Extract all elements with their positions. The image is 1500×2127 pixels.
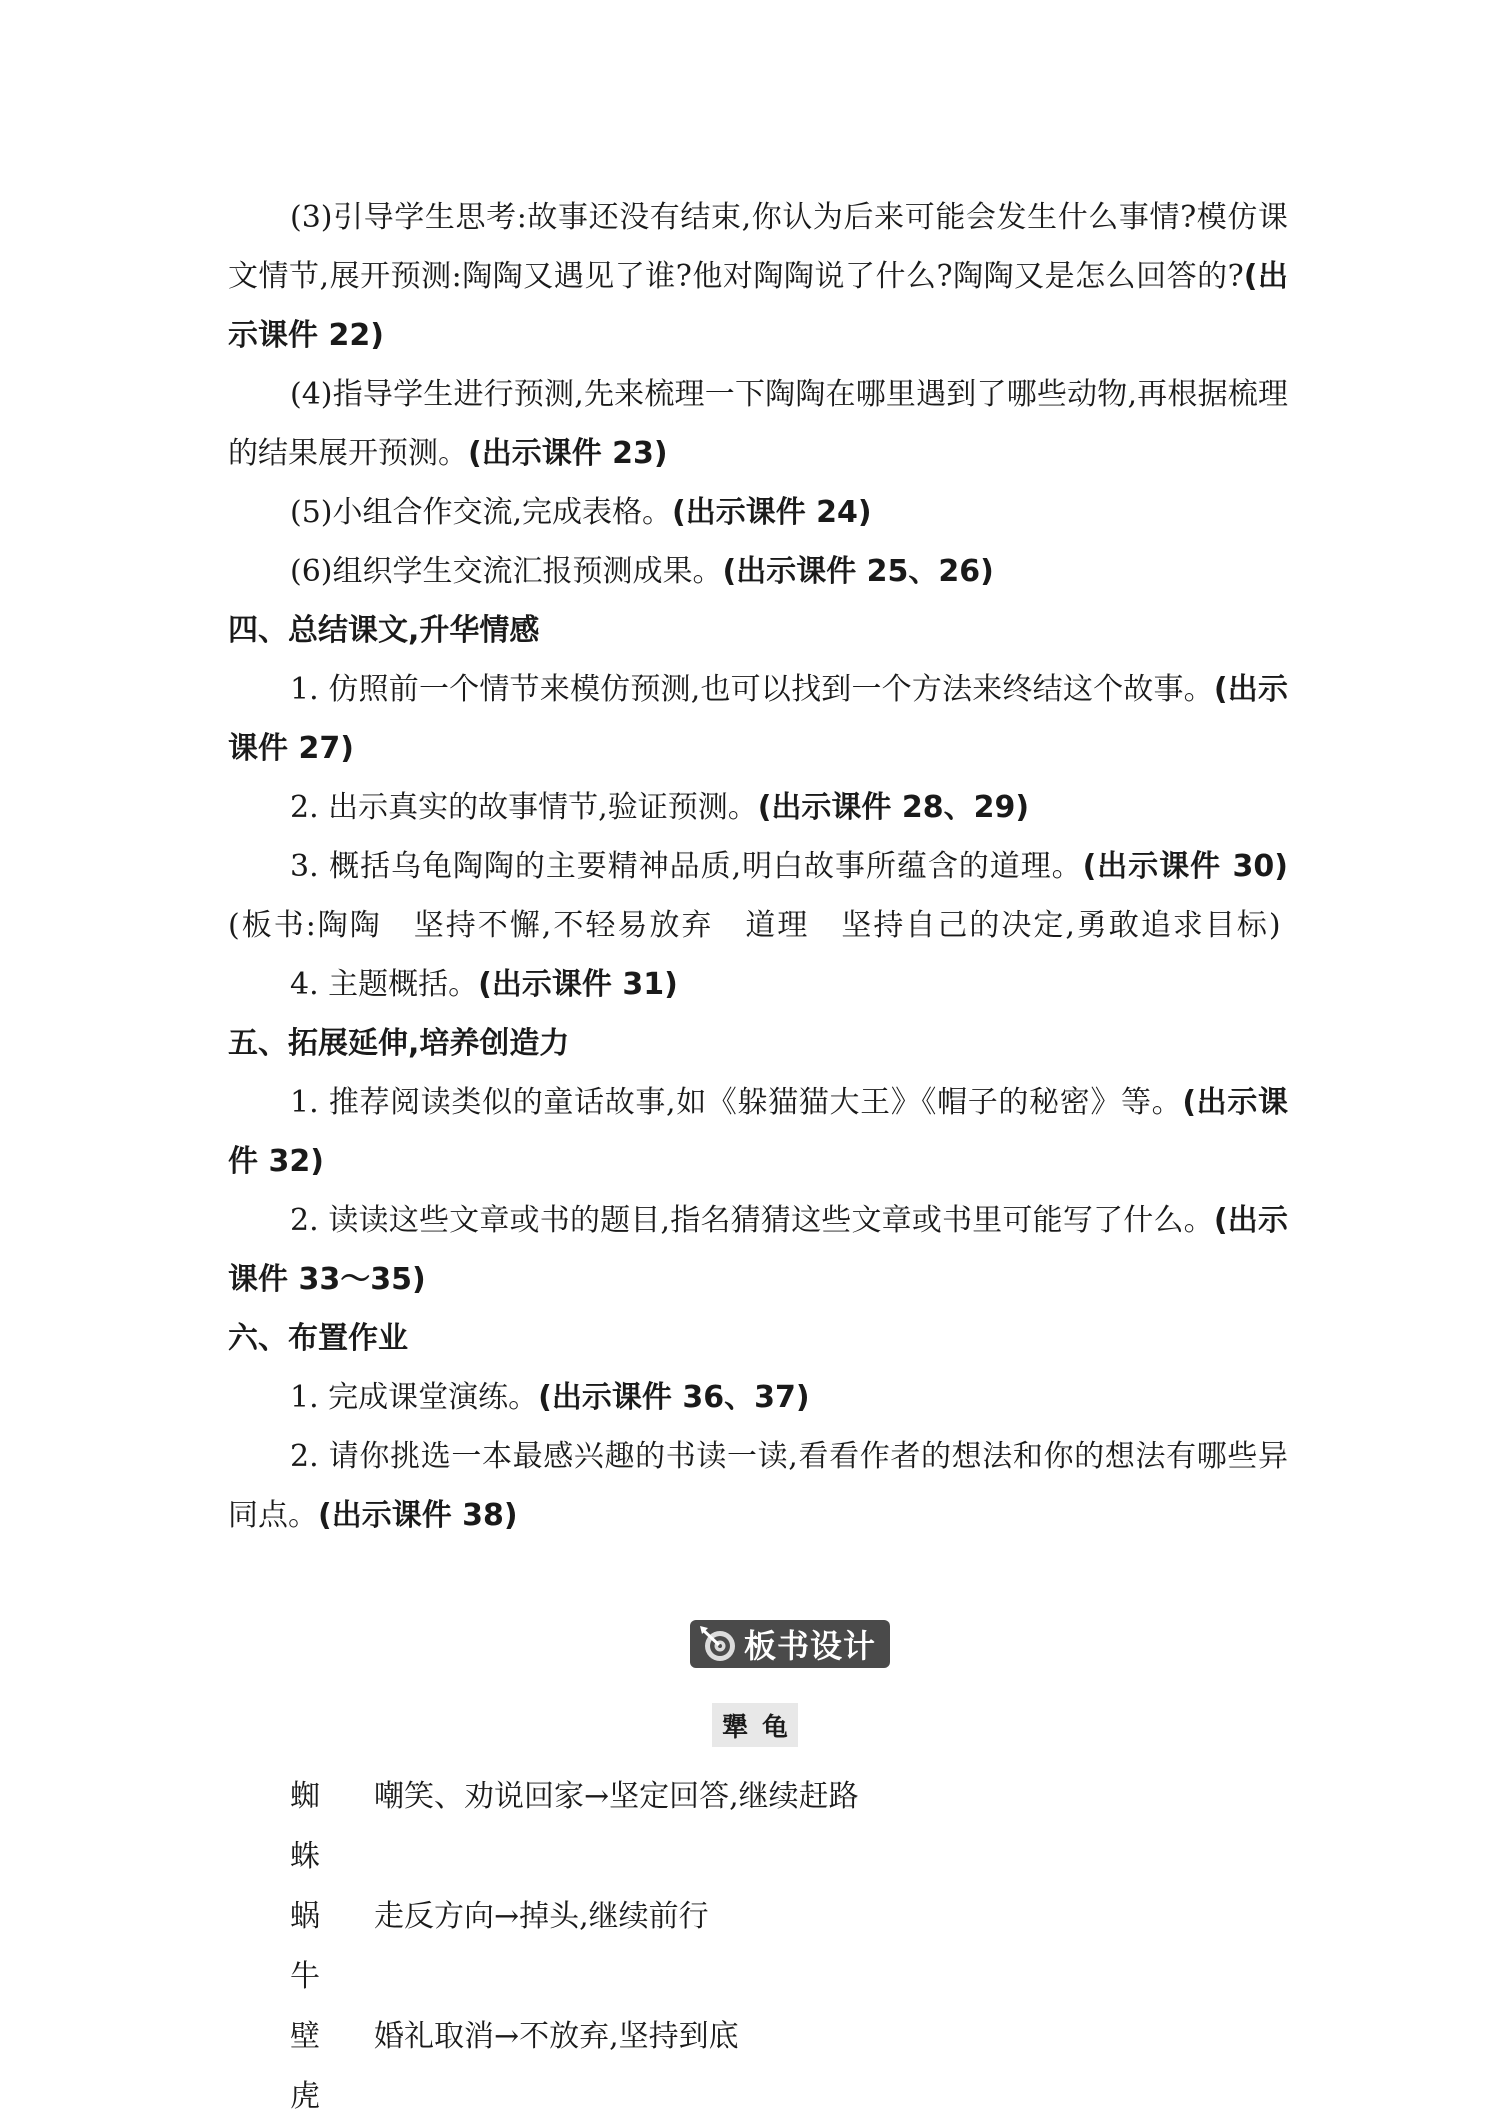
section-heading-5: 五、拓展延伸,培养创造力	[228, 1026, 570, 1061]
courseware-ref: (出示课件 25、26)	[722, 554, 994, 589]
board-title-box	[712, 1703, 802, 1747]
board-row-content: 走反方向→掉头,继续前行	[374, 1899, 709, 1934]
board-row-animal: 蜘蛛	[290, 1779, 322, 1874]
section6-item-1: 1. 完成课堂演练。(出示课件 36、37)	[290, 1380, 810, 1415]
paragraph-3: (3)引导学生思考:故事还没有结束,你认为后来可能会发生什么事情?模仿课文情节,展开预测:陶陶又遇见了谁?他对陶陶说了什么?陶陶又是怎么回答的?(出示课件 22)	[228, 200, 1288, 353]
courseware-ref: (出示课件 24)	[672, 495, 872, 530]
board-row-animal: 蜗牛	[290, 1899, 322, 1994]
paragraph-4: (4)指导学生进行预测,先来梳理一下陶陶在哪里遇到了哪些动物,再根据梳理的结果展开预测。(出示课件 23)	[228, 377, 1288, 471]
board-title: 犟龟	[721, 1712, 802, 1743]
board-content	[290, 1767, 859, 2127]
board-row-content: 嘲笑、劝说回家→坚定回答,继续赶路	[374, 1779, 859, 1814]
courseware-ref: (出示课件 22)	[228, 259, 1288, 353]
section5-item-2: 2. 读读这些文章或书的题目,指名猜猜这些文章或书里可能写了什么。(出示课件 33～35)	[228, 1203, 1288, 1297]
section4-item-3: 3. 概括乌龟陶陶的主要精神品质,明白故事所蕴含的道理。(出示课件 30)(板书:陶陶 坚持不懈,不轻易放弃 道理 坚持自己的决定,勇敢追求目标)	[228, 849, 1288, 943]
board-row-animal: 壁虎	[290, 2019, 322, 2114]
section-heading-4: 四、总结课文,升华情感	[228, 613, 540, 648]
courseware-ref: (出示课件 27)	[228, 672, 1288, 766]
section5-item-1: 1. 推荐阅读类似的童话故事,如《躲猫猫大王》《帽子的秘密》等。(出示课件 32)	[228, 1085, 1288, 1179]
courseware-ref: (出示课件 31)	[478, 967, 678, 1002]
board-row	[290, 2007, 859, 2127]
paragraph-6: (6)组织学生交流汇报预测成果。(出示课件 25、26)	[290, 554, 994, 589]
board-row-content: 婚礼取消→不放弃,坚持到底	[374, 2019, 739, 2054]
board-row	[290, 1887, 859, 2007]
courseware-ref: (出示课件 33～35)	[228, 1203, 1288, 1297]
courseware-ref: (出示课件 30)	[1082, 849, 1288, 884]
section6-item-2: 2. 请你挑选一本最感兴趣的书读一读,看看作者的想法和你的想法有哪些异同点。(出示课件 38)	[228, 1439, 1288, 1533]
courseware-ref: (出示课件 36、37)	[538, 1380, 810, 1415]
paragraph-5: (5)小组合作交流,完成表格。(出示课件 24)	[290, 495, 872, 530]
courseware-ref: (出示课件 38)	[318, 1498, 518, 1533]
section4-item-4: 4. 主题概括。(出示课件 31)	[290, 967, 678, 1002]
board-design-banner	[690, 1620, 890, 1668]
courseware-ref: (出示课件 28、29)	[757, 790, 1030, 825]
target-icon	[698, 1624, 738, 1664]
section4-item-2: 2. 出示真实的故事情节,验证预测。(出示课件 28、29)	[290, 790, 1030, 825]
courseware-ref: (出示课件 32)	[228, 1085, 1288, 1179]
section-heading-6: 六、布置作业	[228, 1321, 408, 1356]
board-note: (板书:陶陶 坚持不懈,不轻易放弃 道理 坚持自己的决定,勇敢追求目标)	[228, 908, 1283, 943]
board-row	[290, 1767, 859, 1887]
banner-label: 板书设计	[744, 1627, 877, 1665]
document-body	[228, 188, 1288, 1545]
section4-item-1: 1. 仿照前一个情节来模仿预测,也可以找到一个方法来终结这个故事。(出示课件 27)	[228, 672, 1288, 766]
courseware-ref: (出示课件 23)	[468, 436, 668, 471]
